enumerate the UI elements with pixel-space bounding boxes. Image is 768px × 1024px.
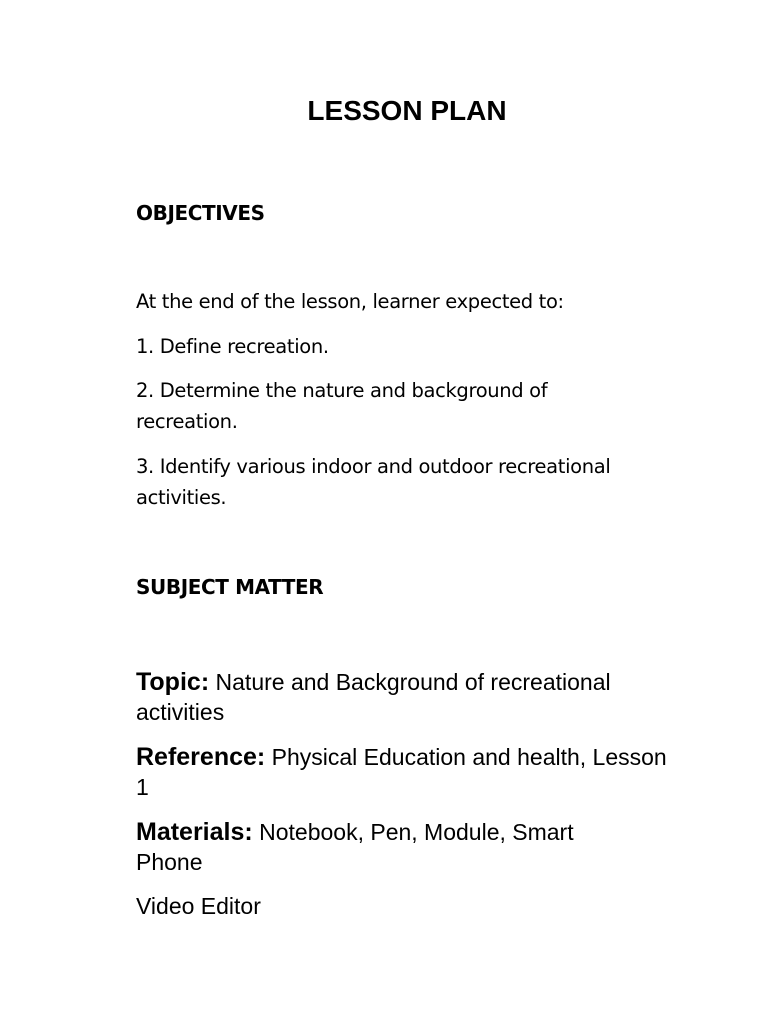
materials-label: Materials [136,818,245,846]
materials-extra: Video Editor [136,893,261,919]
page-title: LESSON PLAN [307,95,507,126]
subject-matter-heading: SUBJECT MATTER [136,575,324,599]
objective-item-2: 2. Determine the nature and background of recreation. [136,379,548,433]
objectives-intro: At the end of the lesson, learner expected to: [136,290,564,313]
reference-label: Reference [136,743,257,771]
objective-item-3: 3. Identify various indoor and outdoor recreational activities. [136,455,611,509]
materials-value: Notebook, Pen, Module, Smart Phone [136,819,574,875]
materials-line: Materials: Notebook, Pen, Module, Smart Phone [136,818,574,875]
topic-line: Topic: Nature and Background of recreational activities [136,668,611,725]
reference-line: Reference: Physical Education and health, Lesson 1 [136,743,667,800]
topic-label: Topic [136,668,201,696]
topic-value: Nature and Background of recreational activities [136,669,611,725]
reference-value: Physical Education and health, Lesson 1 [136,744,667,800]
objective-item-1: 1. Define recreation. [136,335,329,358]
objectives-heading: OBJECTIVES [136,201,265,225]
